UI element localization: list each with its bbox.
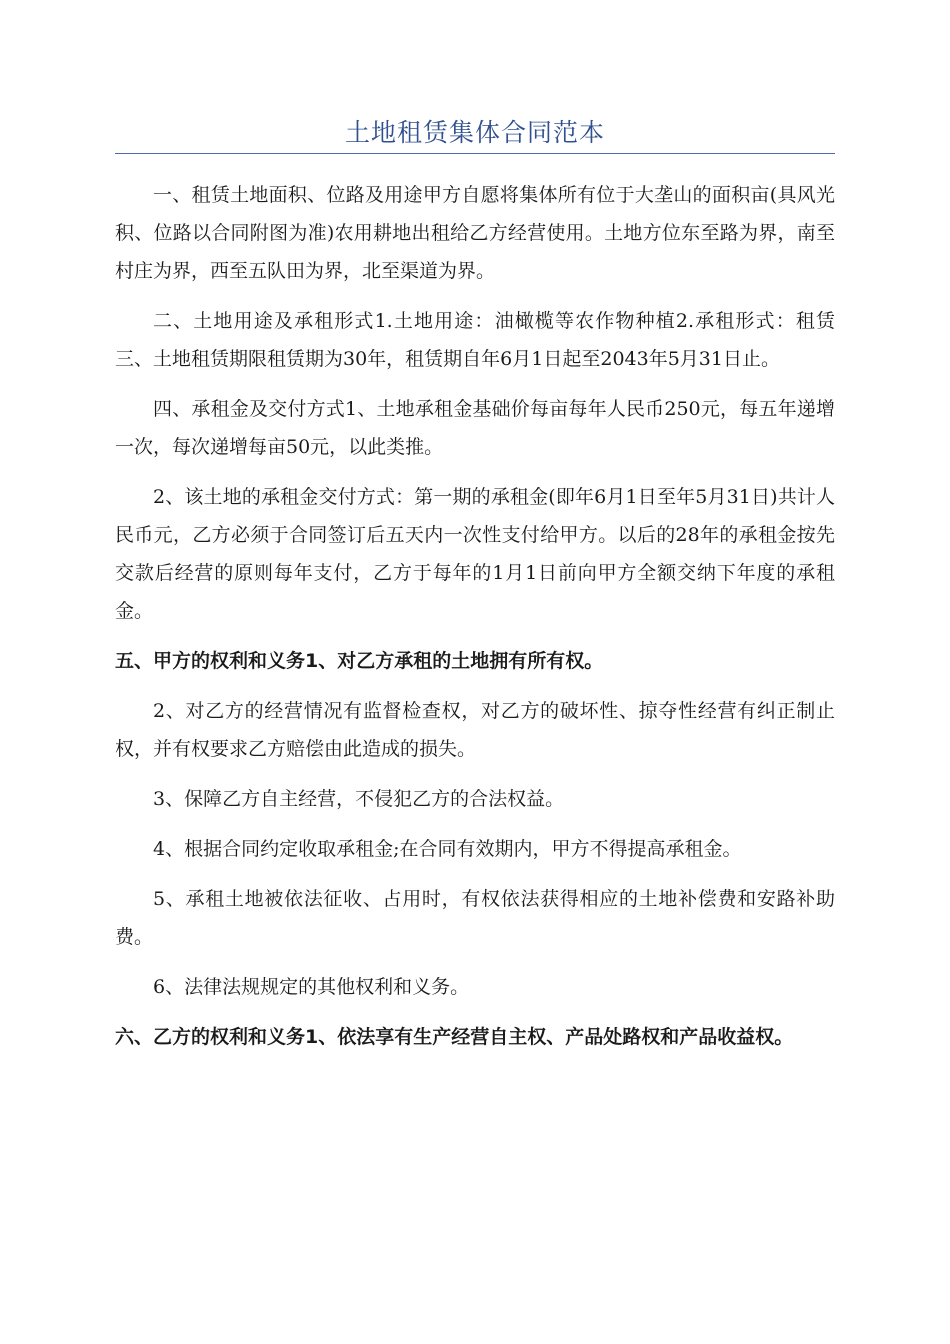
paragraph-party-a-item-3: 3、保障乙方自主经营，不侵犯乙方的合法权益。 [153, 788, 565, 810]
section-heading-party-b: 六、乙方的权利和义务1、依法享有生产经营自主权、产品处路权和产品收益权。 [115, 1026, 794, 1048]
paragraph-party-a-item-5: 5、承租土地被依法征收、占用时，有权依法获得相应的土地补偿费和安路补助费。 [115, 888, 835, 948]
paragraph-land-area: 一、租赁土地面积、位路及用途甲方自愿将集体所有位于大垄山的面积亩(具风光积、位路以合同附图为准)农用耕地出租给乙方经营使用。土地方位东至路为界，南至村庄为界，西至五队田为界，北至渠道为界。 [115, 184, 835, 282]
paragraph-party-a-item-6: 6、法律法规规定的其他权利和义务。 [153, 976, 470, 998]
document-page [115, 0, 835, 1068]
document-title: 土地租赁集体合同范本 [344, 118, 605, 147]
title-underline [115, 153, 835, 154]
document-body [115, 176, 835, 1056]
section-heading-party-a: 五、甲方的权利和义务1、对乙方承租的土地拥有所有权。 [115, 650, 604, 672]
paragraph-party-a-item-2: 2、对乙方的经营情况有监督检查权，对乙方的破坏性、掠夺性经营有纠正制止权，并有权要求乙方赔偿由此造成的损失。 [115, 700, 835, 760]
paragraph-payment-method: 2、该土地的承租金交付方式：第一期的承租金(即年6月1日至年5月31日)共计人民币元，乙方必须于合同签订后五天内一次性支付给甲方。以后的28年的承租金按先交款后经营的原则每年支付，乙方于每年的1月1日前向甲方全额交纳下年度的承租金。 [115, 486, 835, 622]
paragraph-party-a-item-4: 4、根据合同约定收取承租金;在合同有效期内，甲方不得提高承租金。 [153, 838, 742, 860]
paragraph-land-use-term: 二、土地用途及承租形式1.土地用途：油橄榄等农作物种植2.承租形式：租赁三、土地租赁期限租赁期为30年，租赁期自年6月1日起至2043年5月31日止。 [115, 310, 835, 370]
paragraph-rent-payment: 四、承租金及交付方式1、土地承租金基础价每亩每年人民币250元，每五年递增一次，每次递增每亩50元，以此类推。 [115, 398, 835, 458]
